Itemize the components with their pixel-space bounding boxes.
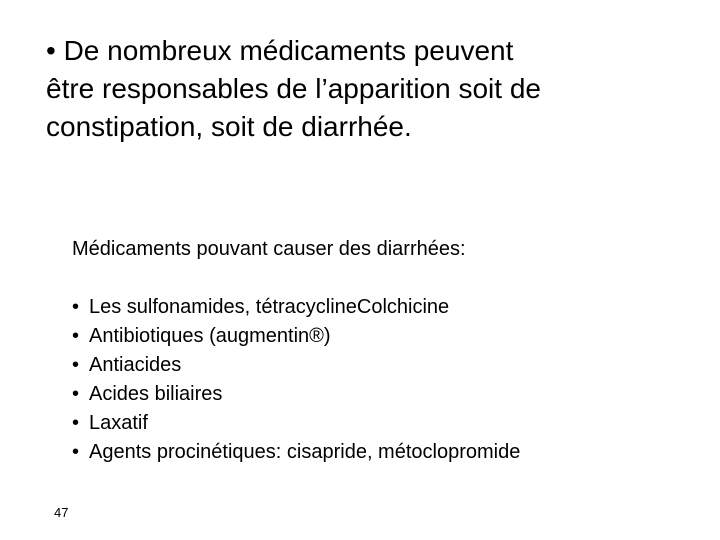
drug-list	[72, 293, 520, 467]
list-item	[72, 322, 520, 351]
list-item-text: Les sulfonamides, tétracyclineColchicine	[89, 296, 450, 318]
list-item-text: Acides biliaires	[89, 383, 223, 405]
list-item-text: Antiacides	[89, 354, 182, 376]
title-line: constipation, soit de diarrhée.	[46, 111, 412, 142]
list-item	[72, 293, 520, 322]
bullet-icon: •	[72, 354, 80, 376]
bullet-icon: •	[72, 412, 80, 434]
list-item	[72, 409, 520, 438]
list-item	[72, 380, 520, 409]
bullet-icon: •	[72, 296, 80, 318]
bullet-icon: •	[72, 441, 80, 463]
list-item	[72, 438, 520, 467]
slide-title	[46, 32, 686, 146]
list-heading: Médicaments pouvant causer des diarrhées:	[72, 238, 466, 260]
bullet-icon: •	[72, 325, 80, 347]
title-line: • De nombreux médicaments peuvent	[46, 35, 514, 66]
title-line: être responsables de l’apparition soit de	[46, 73, 541, 104]
bullet-icon: •	[72, 383, 80, 405]
page-number: 47	[54, 505, 69, 520]
list-item	[72, 351, 520, 380]
list-item-text: Laxatif	[89, 412, 148, 434]
list-item-text: Antibiotiques (augmentin®)	[89, 325, 331, 347]
list-item-text: Agents procinétiques: cisapride, métoclopromide	[89, 441, 521, 463]
